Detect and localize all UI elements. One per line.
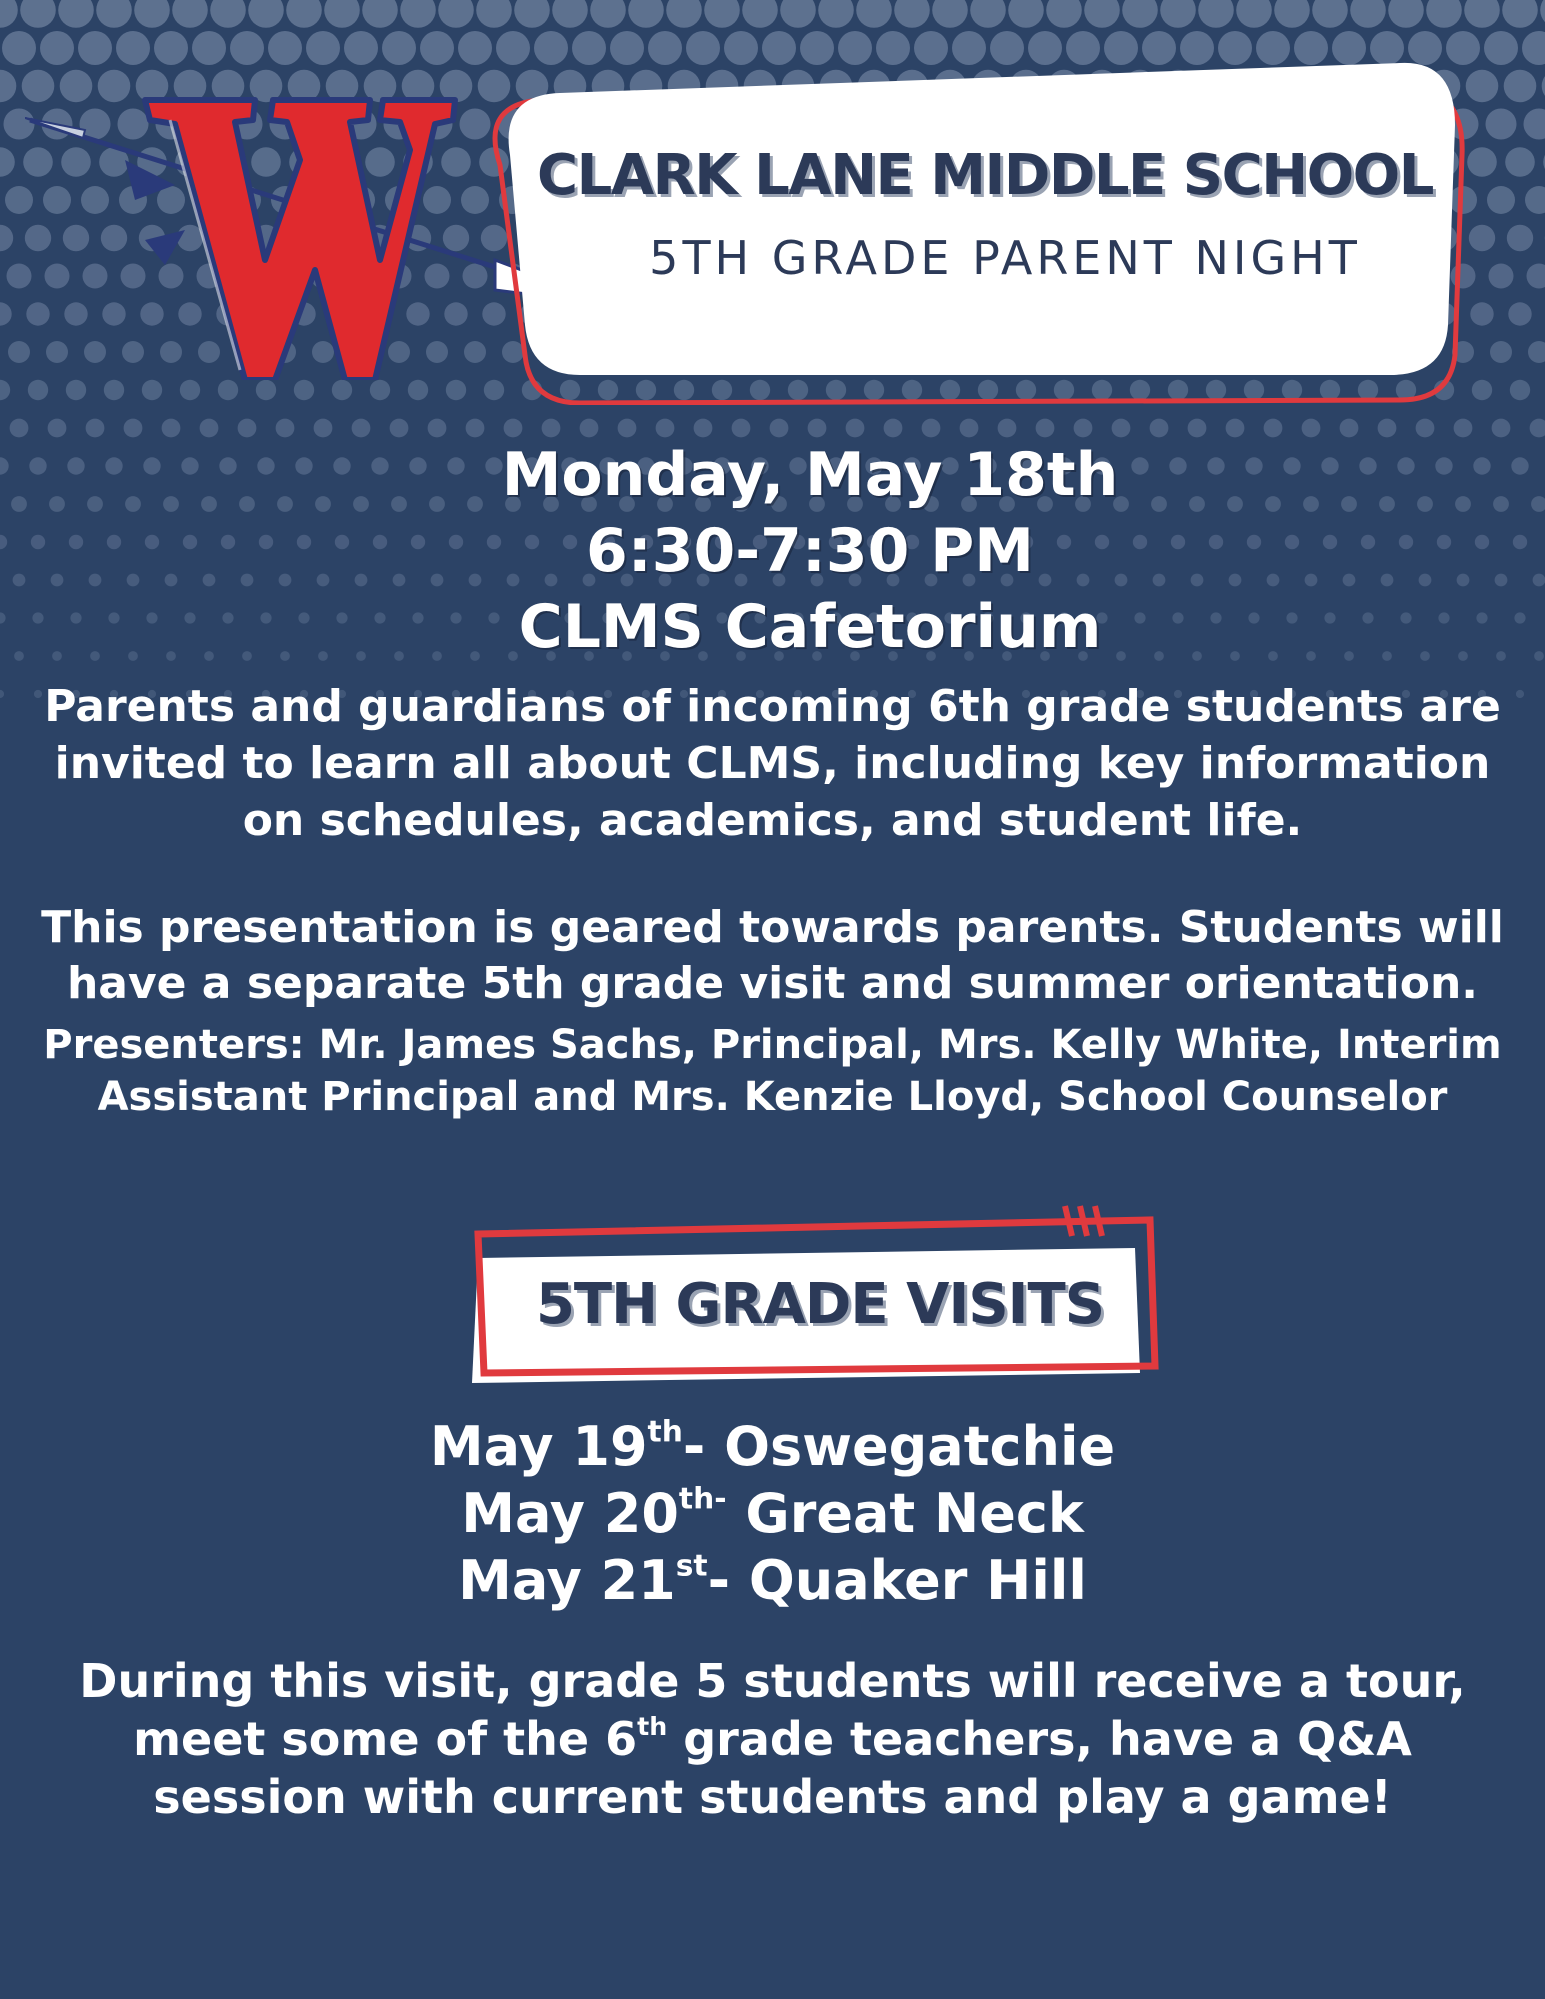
halftone-dot bbox=[1522, 31, 1545, 65]
visit-description bbox=[40, 1652, 1505, 1826]
halftone-dot bbox=[294, 380, 314, 400]
halftone-dot bbox=[390, 419, 409, 438]
halftone-dot bbox=[314, 419, 333, 438]
visit-description-line: During this visit, grade 5 students will receive a tour, bbox=[79, 1654, 1466, 1708]
halftone-dot bbox=[58, 0, 94, 28]
halftone-dot bbox=[268, 31, 302, 65]
halftone-dot bbox=[286, 0, 322, 28]
event-name: 5TH GRADE PARENT NIGHT bbox=[649, 231, 1361, 285]
halftone-dot bbox=[1502, 0, 1538, 28]
halftone-dot bbox=[1484, 31, 1518, 65]
halftone-dot bbox=[78, 31, 112, 65]
audience-note bbox=[20, 900, 1525, 1012]
halftone-dot bbox=[552, 0, 588, 28]
visits-list bbox=[0, 1413, 1545, 1614]
presenters bbox=[20, 1019, 1525, 1123]
halftone-dot bbox=[1302, 419, 1321, 438]
halftone-dot bbox=[580, 419, 599, 438]
halftone-dot bbox=[446, 380, 466, 400]
halftone-dot bbox=[256, 380, 276, 400]
halftone-dot bbox=[1274, 0, 1310, 28]
halftone-dot bbox=[998, 419, 1017, 438]
halftone-dot bbox=[408, 380, 428, 400]
halftone-dot bbox=[1264, 419, 1283, 438]
intro-line: invited to learn all about CLMS, including key information bbox=[54, 738, 1491, 789]
intro-paragraph bbox=[20, 678, 1525, 849]
halftone-dot bbox=[162, 419, 181, 438]
halftone-dot bbox=[370, 380, 390, 400]
halftone-dot bbox=[1486, 109, 1517, 140]
halftone-dot bbox=[1388, 0, 1424, 28]
halftone-dot bbox=[306, 31, 340, 65]
halftone-dot bbox=[628, 0, 664, 28]
halftone-dot bbox=[0, 302, 12, 325]
halftone-dot bbox=[1236, 0, 1272, 28]
halftone-dot bbox=[0, 147, 15, 177]
halftone-dot bbox=[504, 419, 523, 438]
halftone-dot bbox=[1505, 147, 1535, 177]
halftone-dot bbox=[846, 419, 865, 438]
halftone-dot bbox=[2, 31, 36, 65]
halftone-dot bbox=[780, 0, 816, 28]
halftone-dot bbox=[192, 31, 226, 65]
visits-title: 5TH GRADE VISITS bbox=[535, 1272, 1105, 1337]
audience-note-line: This presentation is geared towards parents. Students will bbox=[41, 902, 1504, 953]
halftone-dot bbox=[1492, 419, 1511, 438]
halftone-dot bbox=[10, 419, 29, 438]
halftone-dot bbox=[428, 419, 447, 438]
intro-line: Parents and guardians of incoming 6th grade students are bbox=[44, 681, 1501, 732]
visit-description-line: session with current students and play a game! bbox=[153, 1770, 1392, 1824]
visit-item: May 21st- Quaker Hill bbox=[458, 1548, 1087, 1612]
halftone-dot bbox=[362, 0, 398, 28]
halftone-dot bbox=[40, 31, 74, 65]
halftone-dot bbox=[248, 0, 284, 28]
visit-description-line: meet some of the 6th grade teachers, have a Q&A bbox=[133, 1711, 1412, 1766]
halftone-dot bbox=[332, 380, 352, 400]
halftone-dot bbox=[1340, 419, 1359, 438]
halftone-dot bbox=[210, 0, 246, 28]
halftone-dot bbox=[1122, 0, 1158, 28]
halftone-dot bbox=[20, 0, 56, 28]
presenters-line: Assistant Principal and Mrs. Kenzie Lloyd, School Counselor bbox=[97, 1074, 1448, 1120]
visit-item: May $20^{th-}$ Great Neck bbox=[461, 1481, 1084, 1545]
halftone-dot bbox=[0, 690, 4, 698]
halftone-dot bbox=[382, 31, 416, 65]
halftone-dot bbox=[48, 419, 67, 438]
halftone-dot bbox=[1198, 0, 1234, 28]
halftone-dot bbox=[1150, 419, 1169, 438]
halftone-dot bbox=[324, 0, 360, 28]
halftone-dot bbox=[1487, 186, 1515, 214]
halftone-dot bbox=[1508, 302, 1531, 325]
halftone-dot bbox=[1084, 0, 1120, 28]
halftone-dot bbox=[400, 0, 436, 28]
halftone-dot bbox=[1528, 341, 1545, 363]
visit-item: May 19th- Oswegatchie bbox=[429, 1414, 1116, 1478]
halftone-dot bbox=[884, 419, 903, 438]
halftone-dot bbox=[1046, 0, 1082, 28]
halftone-dot bbox=[1527, 264, 1545, 289]
halftone-dot bbox=[420, 31, 454, 65]
intro-line: on schedules, academics, and student life. bbox=[242, 795, 1303, 846]
halftone-dot bbox=[142, 380, 162, 400]
halftone-dot bbox=[352, 419, 371, 438]
event-location: CLMS Cafetorium bbox=[518, 592, 1102, 662]
event-date: Monday, May 18th bbox=[501, 440, 1119, 510]
halftone-dot bbox=[770, 419, 789, 438]
halftone-dot bbox=[1454, 419, 1473, 438]
halftone-dot bbox=[1312, 0, 1348, 28]
halftone-dot bbox=[1378, 419, 1397, 438]
header-card-frame bbox=[470, 55, 1480, 405]
halftone-dot bbox=[180, 380, 200, 400]
halftone-dot bbox=[894, 0, 930, 28]
halftone-dot bbox=[590, 0, 626, 28]
halftone-dot bbox=[856, 0, 892, 28]
halftone-dot bbox=[960, 419, 979, 438]
halftone-dot bbox=[116, 31, 150, 65]
school-name: CLARK LANE MIDDLE SCHOOL bbox=[537, 143, 1433, 208]
halftone-dot bbox=[124, 419, 143, 438]
halftone-dot bbox=[1188, 419, 1207, 438]
halftone-dot bbox=[542, 419, 561, 438]
halftone-dot bbox=[818, 0, 854, 28]
halftone-dot bbox=[1160, 0, 1196, 28]
halftone-dot bbox=[922, 419, 941, 438]
halftone-dot bbox=[1530, 419, 1545, 438]
halftone-dot bbox=[200, 419, 219, 438]
halftone-dot bbox=[732, 419, 751, 438]
halftone-dot bbox=[28, 380, 48, 400]
halftone-dot bbox=[666, 0, 702, 28]
halftone-dot bbox=[742, 0, 778, 28]
halftone-dot bbox=[1524, 109, 1545, 140]
halftone-dot bbox=[104, 380, 124, 400]
halftone-dot bbox=[230, 31, 264, 65]
halftone-dot bbox=[514, 0, 550, 28]
halftone-dot bbox=[86, 419, 105, 438]
halftone-dot bbox=[1112, 419, 1131, 438]
halftone-dot bbox=[694, 419, 713, 438]
halftone-dot bbox=[344, 31, 378, 65]
halftone-dot bbox=[218, 380, 238, 400]
halftone-dot bbox=[1226, 419, 1245, 438]
halftone-dot bbox=[970, 0, 1006, 28]
halftone-dot bbox=[1008, 0, 1044, 28]
halftone-dot bbox=[1510, 380, 1530, 400]
halftone-dot bbox=[1540, 0, 1545, 28]
halftone-dot bbox=[96, 0, 132, 28]
halftone-dot bbox=[1426, 0, 1462, 28]
halftone-dot bbox=[0, 70, 16, 103]
halftone-dot bbox=[476, 0, 512, 28]
halftone-dot bbox=[1507, 225, 1533, 251]
halftone-dot bbox=[1074, 419, 1093, 438]
halftone-dot bbox=[1036, 419, 1055, 438]
halftone-dot bbox=[618, 419, 637, 438]
header-card bbox=[470, 55, 1480, 405]
event-details bbox=[0, 437, 1545, 665]
halftone-dot bbox=[238, 419, 257, 438]
halftone-dot bbox=[172, 0, 208, 28]
halftone-dot bbox=[276, 419, 295, 438]
halftone-dot bbox=[1504, 70, 1537, 103]
halftone-dot bbox=[1490, 341, 1512, 363]
halftone-dot bbox=[154, 31, 188, 65]
halftone-dot bbox=[66, 380, 86, 400]
stripe-accent bbox=[1065, 1206, 1102, 1236]
halftone-dot bbox=[1464, 0, 1500, 28]
halftone-dot bbox=[134, 0, 170, 28]
halftone-dot bbox=[808, 419, 827, 438]
audience-note-line: have a separate 5th grade visit and summer orientation. bbox=[66, 958, 1479, 1009]
halftone-dot bbox=[438, 0, 474, 28]
presenters-line: Presenters: Mr. James Sachs, Principal, Mrs. Kelly White, Interim bbox=[43, 1022, 1502, 1068]
halftone-dot bbox=[0, 380, 10, 400]
halftone-dot bbox=[1416, 419, 1435, 438]
event-time: 6:30-7:30 PM bbox=[586, 516, 1034, 586]
halftone-dot bbox=[704, 0, 740, 28]
halftone-dot bbox=[1350, 0, 1386, 28]
halftone-dot bbox=[1489, 264, 1514, 289]
halftone-dot bbox=[466, 419, 485, 438]
visits-badge bbox=[460, 1198, 1180, 1388]
halftone-dot bbox=[1525, 186, 1545, 214]
halftone-dot bbox=[0, 0, 18, 28]
halftone-dot bbox=[656, 419, 675, 438]
halftone-dot bbox=[932, 0, 968, 28]
halftone-dot bbox=[0, 225, 13, 251]
